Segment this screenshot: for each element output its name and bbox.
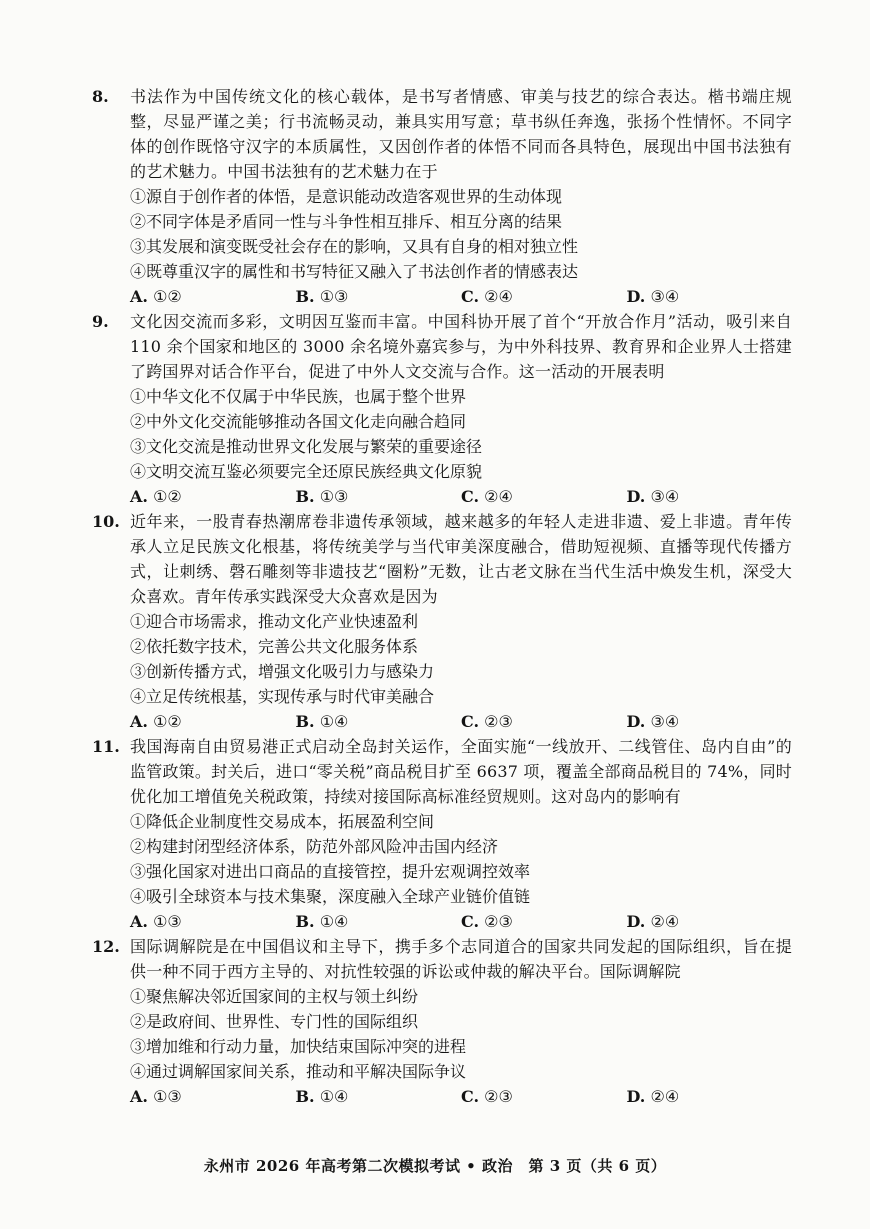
answer-options (130, 284, 792, 309)
option-text: ②③ (484, 712, 513, 731)
statement: ③其发展和演变既受社会存在的影响，又具有自身的相对独立性 (130, 237, 579, 256)
option-text: ①④ (319, 712, 349, 731)
statement: ④立足传统根基，实现传承与时代审美融合 (130, 687, 435, 706)
question-stem: 文化因交流而多彩，文明因互鉴而丰富。中国科协开展了首个“开放合作月”活动，吸引来自 110 余个国家和地区的 3000 余名境外嘉宾参与，为中外科技界、教育界和企业界人士搭建了跨国界对话合作平台，促进了中外人文交流与合作。这一活动的开展表明 (130, 312, 792, 381)
question-11 (92, 734, 792, 934)
answer-options (130, 909, 792, 934)
option-c (461, 284, 627, 309)
option-letter: B. (295, 712, 315, 731)
question-stem: 书法作为中国传统文化的核心载体，是书写者情感、审美与技艺的综合表达。楷书端庄规整，尽显严谨之美；行书流畅灵动，兼具实用写意；草书纵任奔逸，张扬个性情怀。不同字体的创作既恪守汉字的本质属性，又因创作者的体悟不同而各具特色，展现出中国书法独有的艺术魅力。中国书法独有的艺术魅力在于 (130, 87, 792, 181)
statement: ④文明交流互鉴必须要完全还原民族经典文化原貌 (130, 462, 483, 481)
statement: ①迎合市场需求，推动文化产业快速盈利 (130, 612, 419, 631)
statement: ③强化国家对进出口商品的直接管控，提升宏观调控效率 (130, 862, 531, 881)
statement: ③创新传播方式，增强文化吸引力与感染力 (130, 662, 435, 681)
option-d (627, 909, 793, 934)
option-d (627, 1084, 793, 1109)
statement: ①中华文化不仅属于中华民族，也属于整个世界 (130, 387, 467, 406)
statement: ③增加维和行动力量，加快结束国际冲突的进程 (130, 1037, 467, 1056)
statement: ②中外文化交流能够推动各国文化走向融合趋同 (130, 412, 467, 431)
option-d (627, 709, 793, 734)
option-letter: D. (626, 287, 646, 306)
option-text: ①② (153, 287, 182, 306)
option-c (461, 484, 627, 509)
question-number: 8. (92, 87, 109, 106)
question-list (92, 84, 792, 1109)
question-number: 9. (92, 312, 109, 331)
option-text: ②③ (484, 1087, 513, 1106)
option-b (296, 284, 462, 309)
option-letter: D. (626, 712, 646, 731)
statement: ①降低企业制度性交易成本，拓展盈利空间 (130, 812, 435, 831)
answer-options (130, 484, 792, 509)
option-c (461, 909, 627, 934)
option-d (627, 484, 793, 509)
option-a (130, 909, 296, 934)
option-letter: C. (461, 912, 480, 931)
statement: ②依托数字技术，完善公共文化服务体系 (130, 637, 419, 656)
option-letter: C. (461, 487, 480, 506)
option-letter: A. (130, 1087, 148, 1106)
statement: ④通过调解国家间关系，推动和平解决国际争议 (130, 1062, 467, 1081)
option-text: ②④ (484, 487, 513, 506)
statement: ②不同字体是矛盾同一性与斗争性相互排斥、相互分离的结果 (130, 212, 563, 231)
option-text: ③④ (650, 712, 680, 731)
option-letter: B. (295, 487, 315, 506)
option-text: ③④ (650, 487, 680, 506)
statement: ④吸引全球资本与技术集聚，深度融入全球产业链价值链 (130, 887, 531, 906)
option-text: ②④ (650, 912, 680, 931)
statement: ①源自于创作者的体悟，是意识能动改造客观世界的生动体现 (130, 187, 563, 206)
option-text: ①④ (319, 1087, 349, 1106)
question-number: 12. (92, 937, 120, 956)
option-letter: A. (130, 912, 148, 931)
page-footer: 永州市 2026 年高考第二次模拟考试 • 政治 第 3 页（共 6 页） (203, 1157, 667, 1175)
option-text: ②④ (484, 287, 513, 306)
option-c (461, 1084, 627, 1109)
question-number: 10. (92, 512, 120, 531)
option-text: ①③ (319, 487, 349, 506)
statement: ②构建封闭型经济体系，防范外部风险冲击国内经济 (130, 837, 499, 856)
question-10 (92, 509, 792, 734)
option-letter: A. (130, 487, 148, 506)
option-b (296, 1084, 462, 1109)
statement: ②是政府间、世界性、专门性的国际组织 (130, 1012, 419, 1031)
question-number: 11. (92, 737, 120, 756)
option-b (296, 709, 462, 734)
question-stem: 国际调解院是在中国倡议和主导下，携手多个志同道合的国家共同发起的国际组织，旨在提供一种不同于西方主导的、对抗性较强的诉讼或仲裁的解决平台。国际调解院 (130, 937, 792, 981)
option-letter: D. (626, 487, 646, 506)
option-letter: D. (626, 912, 646, 931)
option-text: ③④ (650, 287, 680, 306)
option-letter: B. (295, 1087, 315, 1106)
answer-options (130, 709, 792, 734)
option-d (627, 284, 793, 309)
option-b (296, 484, 462, 509)
option-letter: B. (295, 287, 315, 306)
option-text: ①③ (153, 1087, 182, 1106)
statement: ④既尊重汉字的属性和书写特征又融入了书法创作者的情感表达 (130, 262, 579, 281)
option-a (130, 284, 296, 309)
option-text: ②③ (484, 912, 513, 931)
option-text: ①④ (319, 912, 349, 931)
option-b (296, 909, 462, 934)
option-a (130, 484, 296, 509)
question-12 (92, 934, 792, 1109)
option-c (461, 709, 627, 734)
option-letter: A. (130, 712, 148, 731)
question-stem: 我国海南自由贸易港正式启动全岛封关运作，全面实施“一线放开、二线管住、岛内自由”的监管政策。封关后，进口“零关税”商品税目扩至 6637 项，覆盖全部商品税目的 74%，同时优化加工增值免关税政策，持续对接国际高标准经贸规则。这对岛内的影响有 (130, 737, 792, 806)
option-text: ①② (153, 487, 182, 506)
option-letter: C. (461, 1087, 480, 1106)
question-8 (92, 84, 792, 309)
option-a (130, 1084, 296, 1109)
option-text: ②④ (650, 1087, 680, 1106)
option-a (130, 709, 296, 734)
question-stem: 近年来，一股青春热潮席卷非遗传承领域，越来越多的年轻人走进非遗、爱上非遗。青年传承人立足民族文化根基，将传统美学与当代审美深度融合，借助短视频、直播等现代传播方式，让刺绣、磬石雕刻等非遗技艺“圈粉”无数，让古老文脉在当代生活中焕发生机，深受大众喜欢。青年传承实践深受大众喜欢是因为 (130, 512, 792, 606)
statement: ③文化交流是推动世界文化发展与繁荣的重要途径 (130, 437, 483, 456)
option-text: ①② (153, 712, 182, 731)
option-letter: A. (130, 287, 148, 306)
option-letter: B. (295, 912, 315, 931)
option-text: ①③ (319, 287, 349, 306)
statement: ①聚焦解决邻近国家间的主权与领土纠纷 (130, 987, 419, 1006)
option-letter: C. (461, 287, 480, 306)
answer-options (130, 1084, 792, 1109)
option-text: ①③ (153, 912, 182, 931)
option-letter: D. (626, 1087, 646, 1106)
question-9 (92, 309, 792, 509)
option-letter: C. (461, 712, 480, 731)
